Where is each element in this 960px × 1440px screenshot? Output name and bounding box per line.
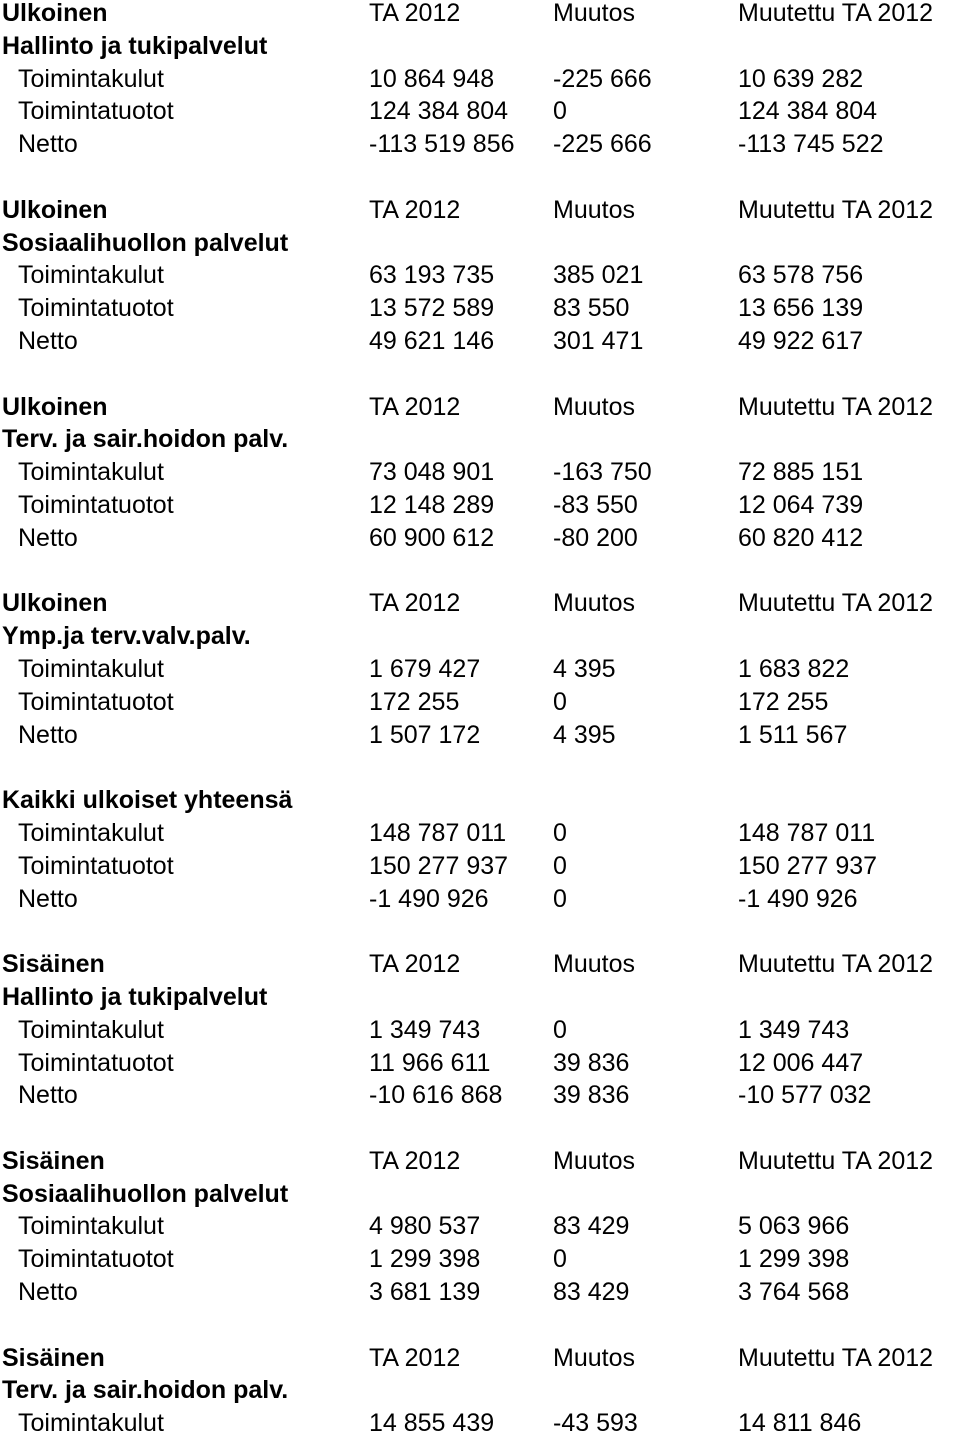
blank-line xyxy=(0,555,960,588)
muutos-value: -225 666 xyxy=(553,130,652,159)
muutettu-value: 14 811 846 xyxy=(738,1409,862,1438)
ta-value: 124 384 804 xyxy=(369,97,509,126)
muutos-value: 4 395 xyxy=(553,720,616,749)
muutos-value: 83 429 xyxy=(553,1278,630,1307)
row-label: Toimintakulut xyxy=(18,1409,164,1438)
section-title-row xyxy=(0,423,960,456)
section-title: Kaikki ulkoiset yhteensä xyxy=(2,786,293,815)
muutos-value: -225 666 xyxy=(553,64,652,93)
muutos-value: 83 550 xyxy=(553,294,630,323)
muutettu-value: 60 820 412 xyxy=(738,523,864,552)
muutos-value: 301 471 xyxy=(553,326,644,355)
ta-value: -113 519 856 xyxy=(369,130,515,159)
column-header-muutos: Muutos xyxy=(553,195,635,224)
table-row xyxy=(0,489,960,522)
column-header-muutos: Muutos xyxy=(553,392,635,421)
section-title: Terv. ja sair.hoidon palv. xyxy=(2,1376,289,1405)
column-header-ta: TA 2012 xyxy=(369,589,461,618)
table-row xyxy=(0,325,960,358)
column-header-ta: TA 2012 xyxy=(369,195,461,224)
muutos-value: 0 xyxy=(553,97,567,126)
section-title: Ymp.ja terv.valv.palv. xyxy=(2,622,251,651)
table-row xyxy=(0,817,960,850)
table-row xyxy=(0,686,960,719)
column-header-row xyxy=(0,1145,960,1178)
blank-line xyxy=(0,1112,960,1145)
table-row xyxy=(0,128,960,161)
muutettu-value: 12 064 739 xyxy=(738,490,864,519)
section-title-row xyxy=(0,30,960,63)
section-type: Ulkoinen xyxy=(2,392,108,421)
row-label: Toimintakulut xyxy=(18,1015,164,1044)
row-label: Toimintatuotot xyxy=(18,97,174,126)
ta-value: -1 490 926 xyxy=(369,884,489,913)
table-row xyxy=(0,95,960,128)
section-type: Sisäinen xyxy=(2,1343,105,1372)
blank-line xyxy=(0,915,960,948)
blank-line xyxy=(0,751,960,784)
table-row xyxy=(0,259,960,292)
column-header-ta: TA 2012 xyxy=(369,950,461,979)
table-row xyxy=(0,850,960,883)
muutettu-value: 150 277 937 xyxy=(738,851,878,880)
table-row xyxy=(0,292,960,325)
section-title-row xyxy=(0,981,960,1014)
muutos-value: 0 xyxy=(553,884,567,913)
ta-value: 172 255 xyxy=(369,687,460,716)
muutos-value: 4 395 xyxy=(553,654,616,683)
table-row xyxy=(0,63,960,96)
column-header-row xyxy=(0,587,960,620)
table-row xyxy=(0,1210,960,1243)
table-row xyxy=(0,1014,960,1047)
column-header-ta: TA 2012 xyxy=(369,392,461,421)
ta-value: 1 349 743 xyxy=(369,1015,481,1044)
section-title-row xyxy=(0,1374,960,1407)
muutettu-value: -10 577 032 xyxy=(738,1081,872,1110)
muutos-value: 0 xyxy=(553,851,567,880)
row-label: Toimintakulut xyxy=(18,261,164,290)
muutettu-value: 49 922 617 xyxy=(738,326,864,355)
table-row xyxy=(0,1047,960,1080)
column-header-muutos: Muutos xyxy=(553,0,635,27)
muutos-value: 0 xyxy=(553,1015,567,1044)
row-label: Toimintatuotot xyxy=(18,490,174,519)
row-label: Toimintakulut xyxy=(18,458,164,487)
table-row xyxy=(0,1243,960,1276)
table-row xyxy=(0,1407,960,1440)
section-type: Ulkoinen xyxy=(2,589,108,618)
column-header-muutettu: Muutettu TA 2012 xyxy=(738,0,934,27)
ta-value: 10 864 948 xyxy=(369,64,495,93)
row-label: Toimintatuotot xyxy=(18,1245,174,1274)
ta-value: 150 277 937 xyxy=(369,851,509,880)
row-label: Netto xyxy=(18,1278,78,1307)
muutettu-value: 172 255 xyxy=(738,687,829,716)
section-type: Ulkoinen xyxy=(2,0,108,27)
column-header-muutettu: Muutettu TA 2012 xyxy=(738,589,934,618)
section-title: Hallinto ja tukipalvelut xyxy=(2,982,268,1011)
muutettu-value: 124 384 804 xyxy=(738,97,878,126)
column-header-muutettu: Muutettu TA 2012 xyxy=(738,1343,934,1372)
blank-line xyxy=(0,1309,960,1342)
muutettu-value: 1 349 743 xyxy=(738,1015,850,1044)
table-row xyxy=(0,1079,960,1112)
section-type: Sisäinen xyxy=(2,950,105,979)
muutos-value: -83 550 xyxy=(553,490,638,519)
column-header-row xyxy=(0,948,960,981)
ta-value: 1 507 172 xyxy=(369,720,481,749)
column-header-muutettu: Muutettu TA 2012 xyxy=(738,392,934,421)
row-label: Toimintakulut xyxy=(18,818,164,847)
ta-value: 73 048 901 xyxy=(369,458,495,487)
section-title-row xyxy=(0,1178,960,1211)
muutettu-value: 1 511 567 xyxy=(738,720,848,749)
table-row xyxy=(0,719,960,752)
ta-value: 14 855 439 xyxy=(369,1409,495,1438)
column-header-ta: TA 2012 xyxy=(369,1343,461,1372)
section-type: Ulkoinen xyxy=(2,195,108,224)
row-label: Netto xyxy=(18,1081,78,1110)
row-label: Toimintatuotot xyxy=(18,687,174,716)
muutettu-value: 12 006 447 xyxy=(738,1048,864,1077)
ta-value: 3 681 139 xyxy=(369,1278,481,1307)
muutos-value: 385 021 xyxy=(553,261,644,290)
muutos-value: 0 xyxy=(553,818,567,847)
blank-line xyxy=(0,161,960,194)
ta-value: 4 980 537 xyxy=(369,1212,481,1241)
section-title-row xyxy=(0,784,960,817)
section-title: Terv. ja sair.hoidon palv. xyxy=(2,425,289,454)
ta-value: -10 616 868 xyxy=(369,1081,503,1110)
section-title-row xyxy=(0,227,960,260)
muutettu-value: 1 683 822 xyxy=(738,654,850,683)
muutos-value: -80 200 xyxy=(553,523,638,552)
table-row xyxy=(0,456,960,489)
table-row xyxy=(0,883,960,916)
section-type: Sisäinen xyxy=(2,1146,105,1175)
column-header-muutettu: Muutettu TA 2012 xyxy=(738,195,934,224)
column-header-row xyxy=(0,194,960,227)
table-row xyxy=(0,1276,960,1309)
column-header-row xyxy=(0,0,960,30)
muutettu-value: 148 787 011 xyxy=(738,818,876,847)
section-title-row xyxy=(0,620,960,653)
column-header-row xyxy=(0,391,960,424)
muutos-value: 39 836 xyxy=(553,1081,630,1110)
column-header-muutos: Muutos xyxy=(553,1343,635,1372)
muutos-value: -43 593 xyxy=(553,1409,638,1438)
table-row xyxy=(0,653,960,686)
muutettu-value: -113 745 522 xyxy=(738,130,884,159)
ta-value: 11 966 611 xyxy=(369,1048,491,1077)
ta-value: 63 193 735 xyxy=(369,261,495,290)
muutettu-value: 1 299 398 xyxy=(738,1245,850,1274)
row-label: Toimintatuotot xyxy=(18,1048,174,1077)
column-header-muutos: Muutos xyxy=(553,950,635,979)
muutettu-value: 10 639 282 xyxy=(738,64,864,93)
ta-value: 13 572 589 xyxy=(369,294,495,323)
muutettu-value: 5 063 966 xyxy=(738,1212,850,1241)
muutos-value: 0 xyxy=(553,687,567,716)
row-label: Toimintatuotot xyxy=(18,851,174,880)
blank-line xyxy=(0,358,960,391)
column-header-muutos: Muutos xyxy=(553,589,635,618)
muutettu-value: 13 656 139 xyxy=(738,294,864,323)
ta-value: 60 900 612 xyxy=(369,523,495,552)
row-label: Netto xyxy=(18,523,78,552)
column-header-muutettu: Muutettu TA 2012 xyxy=(738,1146,934,1175)
ta-value: 49 621 146 xyxy=(369,326,495,355)
muutettu-value: 3 764 568 xyxy=(738,1278,850,1307)
muutos-value: 0 xyxy=(553,1245,567,1274)
row-label: Toimintakulut xyxy=(18,64,164,93)
column-header-row xyxy=(0,1342,960,1375)
muutettu-value: 72 885 151 xyxy=(738,458,864,487)
table-row xyxy=(0,522,960,555)
section-title: Hallinto ja tukipalvelut xyxy=(2,31,268,60)
muutettu-value: -1 490 926 xyxy=(738,884,858,913)
muutos-value: -163 750 xyxy=(553,458,652,487)
muutettu-value: 63 578 756 xyxy=(738,261,864,290)
section-title: Sosiaalihuollon palvelut xyxy=(2,1179,289,1208)
row-label: Toimintakulut xyxy=(18,1212,164,1241)
muutos-value: 83 429 xyxy=(553,1212,630,1241)
row-label: Toimintakulut xyxy=(18,654,164,683)
row-label: Netto xyxy=(18,130,78,159)
column-header-muutettu: Muutettu TA 2012 xyxy=(738,950,934,979)
row-label: Netto xyxy=(18,720,78,749)
section-title: Sosiaalihuollon palvelut xyxy=(2,228,289,257)
row-label: Netto xyxy=(18,884,78,913)
column-header-muutos: Muutos xyxy=(553,1146,635,1175)
row-label: Toimintatuotot xyxy=(18,294,174,323)
column-header-ta: TA 2012 xyxy=(369,1146,461,1175)
ta-value: 1 679 427 xyxy=(369,654,481,683)
muutos-value: 39 836 xyxy=(553,1048,630,1077)
ta-value: 12 148 289 xyxy=(369,490,495,519)
ta-value: 1 299 398 xyxy=(369,1245,481,1274)
ta-value: 148 787 011 xyxy=(369,818,507,847)
column-header-ta: TA 2012 xyxy=(369,0,461,27)
row-label: Netto xyxy=(18,326,78,355)
